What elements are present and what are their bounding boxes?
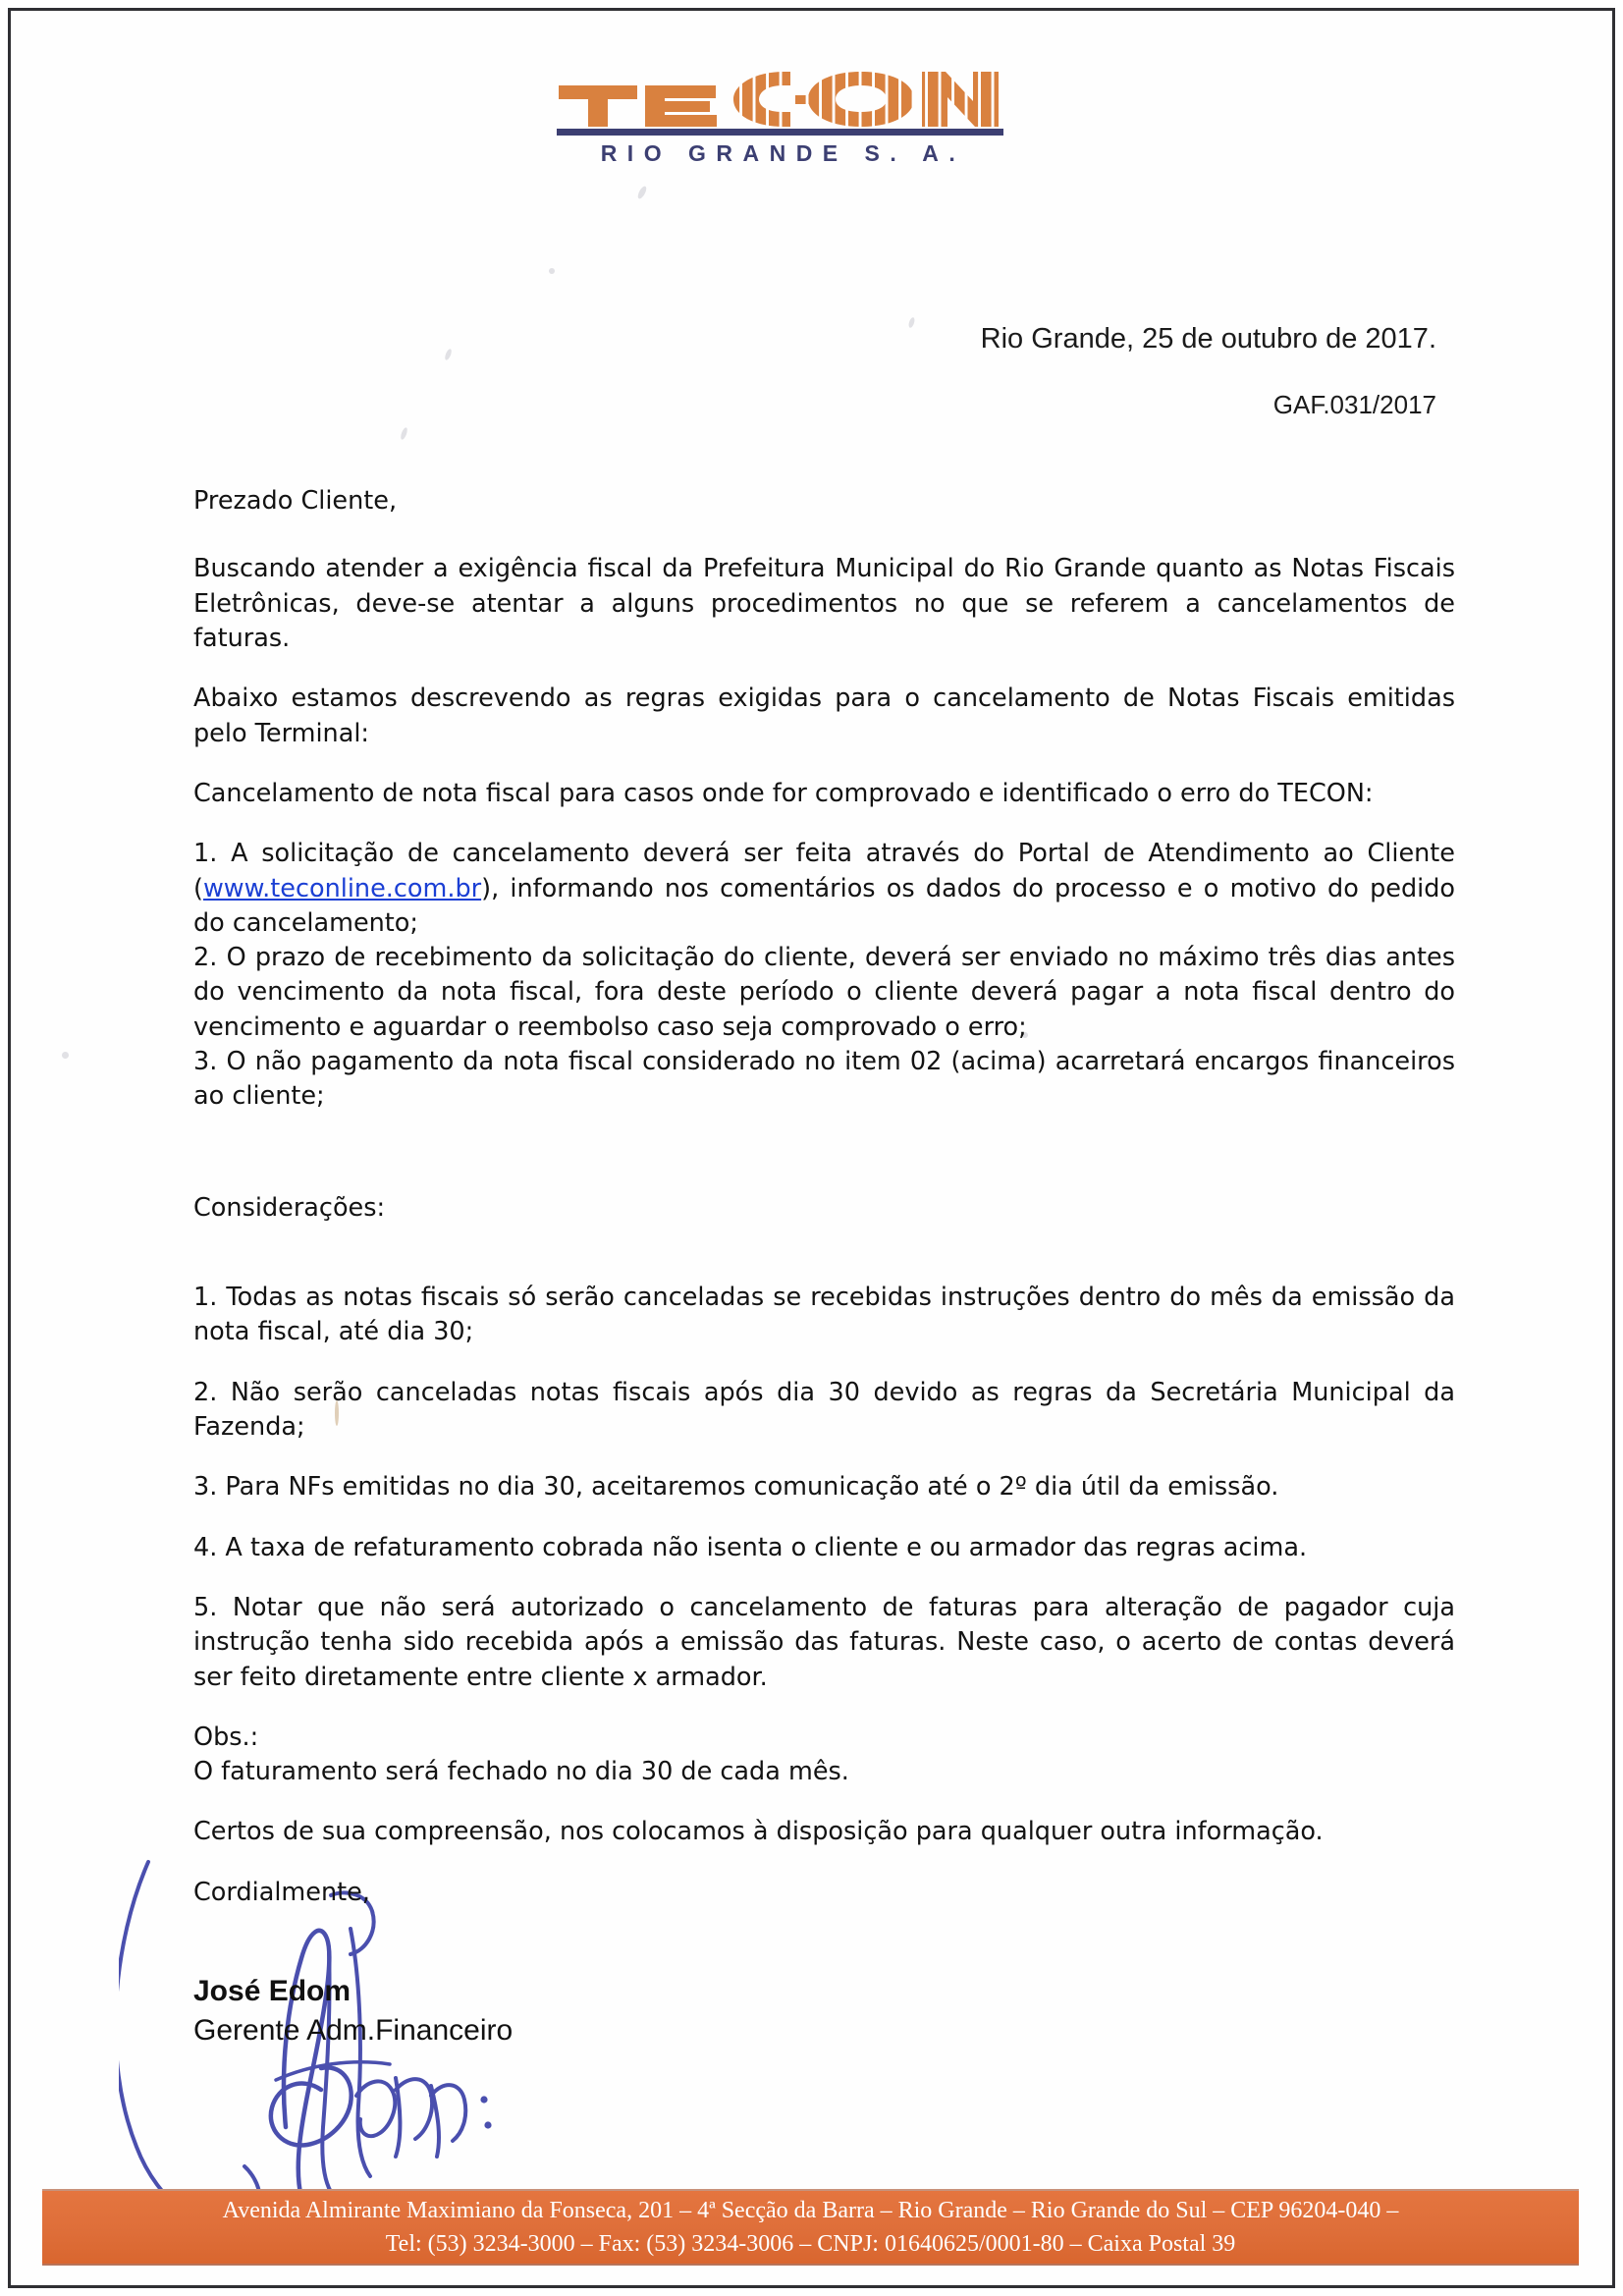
- logo-divider-rule: [557, 129, 1003, 136]
- rule-item-1-tail: ), informando nos comentários os dados do processo e o motivo do pedido do cancelamento;: [193, 873, 1455, 938]
- valediction: Cordialmente,: [193, 1877, 370, 1907]
- salutation: Prezado Cliente,: [193, 486, 398, 516]
- rules-intro-paragraph: Abaixo estamos descrevendo as regras exigidas para o cancelamento de Notas Fiscais emitidas pelo Terminal:: [193, 683, 1455, 748]
- considerations-heading: Considerações:: [193, 1192, 386, 1223]
- signer-title: Gerente Adm.Financeiro: [193, 2014, 514, 2047]
- company-logo: [557, 66, 1018, 167]
- teconline-link[interactable]: www.teconline.com.br: [202, 873, 482, 903]
- rule-item-2: 2. O prazo de recebimento da solicitação do cliente, deverá ser enviado no máximo três dias antes do vencimento da nota fiscal, fora deste período o cliente deverá pagar a nota fiscal dentro do vencimento e aguardar o reembolso caso seja comprovado o erro;: [193, 943, 1455, 1042]
- closing-paragraph: Certos de sua compreensão, nos colocamos à disposição para qualquer outra informação.: [193, 1817, 1324, 1847]
- consideration-item-5: 5. Notar que não será autorizado o cancelamento de faturas para alteração de pagador cuja instrução tenha sido recebida após a emissão das faturas. Neste caso, o acerto de contas deverá ser feito diretamente entre cliente x armador.: [193, 1592, 1455, 1692]
- obs-label: Obs.:: [193, 1722, 259, 1752]
- logo-wordmark: [557, 66, 1003, 127]
- footer-address-line: Avenida Almirante Maximiano da Fonseca, 201 – 4ª Secção da Barra – Rio Grande – Rio Grande do Sul – CEP 96204-040 –: [222, 2197, 1399, 2223]
- paper-sheet: [11, 11, 1612, 2285]
- scan-speck: [400, 427, 408, 441]
- signer-name: José Edom: [193, 1975, 352, 2007]
- scan-speck: [636, 185, 648, 199]
- reference-number: GAF.031/2017: [1272, 390, 1436, 419]
- obs-text: O faturamento será fechado no dia 30 de cada mês.: [193, 1757, 849, 1787]
- consideration-item-4: 4. A taxa de refaturamento cobrada não isenta o cliente e ou armador das regras acima.: [193, 1532, 1308, 1562]
- scan-speck: [549, 268, 555, 274]
- consideration-item-3: 3. Para NFs emitidas no dia 30, aceitaremos comunicação até o 2º dia útil da emissão.: [193, 1472, 1279, 1503]
- logo-subtitle: RIO GRANDE S. A.: [600, 140, 966, 166]
- rule-item-1-lead: 1. A solicitação de cancelamento deverá ser feita através do Portal de Atendimento ao Cliente (: [193, 839, 1455, 903]
- consideration-item-2: 2. Não serão canceladas notas fiscais após dia 30 devido as regras da Secretária Municipal da Fazenda;: [193, 1377, 1455, 1442]
- intro-paragraph: Buscando atender a exigência fiscal da Prefeitura Municipal do Rio Grande quanto as Notas Fiscais Eletrônicas, deve-se atentar a alguns procedimentos no que se referem a cancelamentos de faturas.: [193, 554, 1455, 653]
- section-heading: Cancelamento de nota fiscal para casos onde for comprovado e identificado o erro do TECON:: [193, 778, 1374, 808]
- address-footer-bar: [42, 2189, 1579, 2266]
- consideration-item-1: 1. Todas as notas fiscais só serão canceladas se recebidas instruções dentro do mês da emissão da nota fiscal, até dia 30;: [193, 1283, 1455, 1347]
- letter-body: [193, 484, 1455, 1910]
- footer-contact-line: Tel: (53) 3234-3000 – Fax: (53) 3234-3006 – CNPJ: 01640625/0001-80 – Caixa Postal 39: [385, 2231, 1236, 2257]
- spacer: [193, 1140, 1455, 1191]
- scan-speck: [62, 1052, 69, 1059]
- spacer: [193, 1251, 1455, 1281]
- rule-item-1: [193, 837, 1455, 941]
- rule-item-3: 3. O não pagamento da nota fiscal considerado no item 02 (acima) acarretará encargos financeiros ao cliente;: [193, 1047, 1455, 1112]
- date-line: Rio Grande, 25 de outubro de 2017.: [980, 323, 1436, 355]
